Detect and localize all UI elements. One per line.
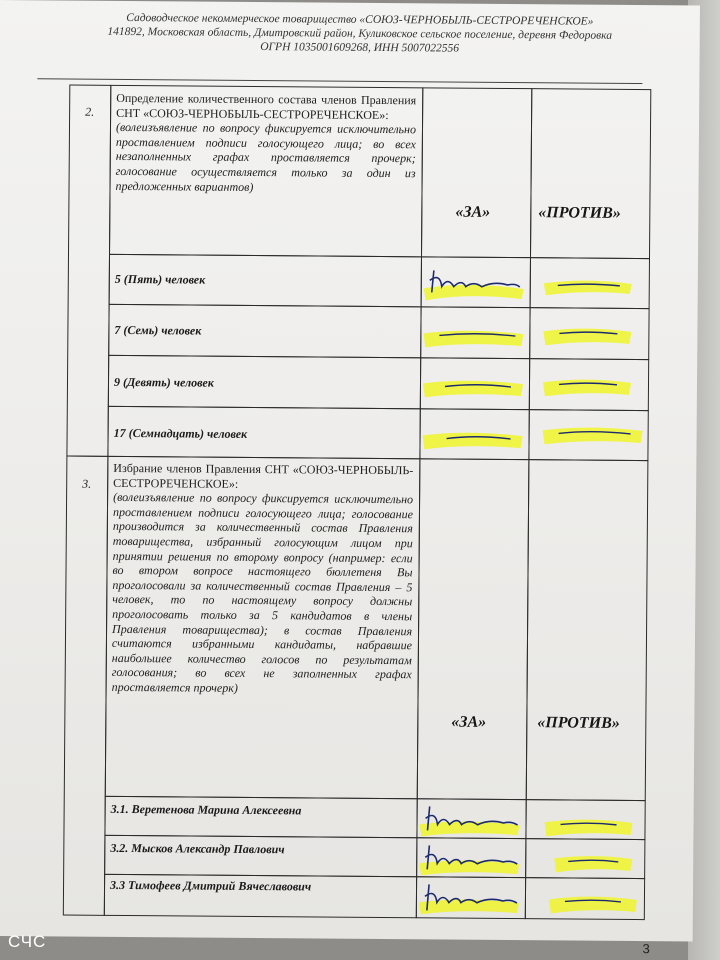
org-address: 141892, Московская область, Дмитровский район, Куликовское сельское поселение, деревня Федоровка bbox=[107, 25, 613, 42]
signature-mark bbox=[413, 839, 529, 878]
signature-mark bbox=[413, 878, 529, 919]
page-number: 3 bbox=[642, 941, 650, 957]
q2-option-label: 7 (Семь) человек bbox=[114, 322, 202, 338]
q2-note: (волеизъявление по вопросу фиксируется исключительно проставлением подписи голосующего лица; во всех незаполненных графах проставляется прочерк; голосование осуществляется только за один из предложенных вариантов) bbox=[115, 120, 417, 194]
q2-against-header: «ПРОТИВ» bbox=[538, 204, 621, 222]
q2-question bbox=[115, 91, 416, 196]
q3-for-header-cell bbox=[417, 458, 530, 800]
q3-candidate-label: 3.3 Тимофеев Дмитрий Вячеславович bbox=[109, 877, 312, 894]
q3-against-header: «ПРОТИВ» bbox=[537, 714, 620, 732]
q3-title: Избрание членов Правления СНТ «СОЮЗ-ЧЕРНОБЫЛЬ-СЕСТРОРЕЧЕНСКОЕ»: bbox=[113, 460, 414, 491]
q3-candidate-label: 3.2. Мысков Александр Павлович bbox=[110, 840, 285, 857]
dash-mark bbox=[548, 850, 638, 879]
q2-number-cell bbox=[66, 85, 111, 457]
dash-mark bbox=[416, 423, 532, 458]
dash-mark bbox=[543, 889, 643, 920]
q3-candidate-label: 3.1. Веретенова Марина Алексеевна bbox=[110, 801, 302, 818]
dash-mark bbox=[536, 418, 648, 453]
watermark-label: СЧС bbox=[8, 932, 47, 951]
dash-mark bbox=[417, 371, 533, 406]
q3-number-cell bbox=[63, 456, 109, 916]
org-name: Садоводческое некоммерческое товарищество «СОЮЗ-ЧЕРНОБЫЛЬ-СЕСТРОРЕЧЕНСКОЕ» bbox=[126, 11, 594, 28]
q3-note: (волеизъявление по вопросу фиксируется исключительно проставлением подписи голосующего лица; голосование производится за количественный состав Правления товарищества, избранный голосующим лицом при принятии решения по второму вопросу (например: если во втором вопросе настоящего бюллетеня Вы проголосовали за количественный состав Правления – 5 человек, то по настоящему вопросу должны проголосовать только за 5 кандидатов в члены Правления товарищества); в состав Правления считаются избранными кандидаты, набравшие наибольшее количество голосов по результатам голосования; во всех не заполненных графах проставляется прочерк) bbox=[111, 490, 414, 695]
org-registration: ОГРН 1035001609268, ИНН 5007022556 bbox=[260, 41, 460, 55]
q2-title: Определение количественного состава членов Правления СНТ «СОЮЗ-ЧЕРНОБЫЛЬ-СЕСТРОРЕЧЕНСКОЕ»: bbox=[116, 90, 417, 122]
header-divider bbox=[37, 78, 642, 84]
q3-question bbox=[112, 461, 414, 697]
q2-option-label: 9 (Девять) человек bbox=[113, 374, 214, 390]
q2-for-header-cell bbox=[421, 87, 532, 258]
q2-number: 2. bbox=[85, 104, 95, 119]
dash-mark bbox=[538, 812, 638, 843]
dash-mark bbox=[537, 319, 637, 354]
signature-mark bbox=[413, 800, 529, 839]
letterhead bbox=[60, 10, 660, 57]
dash-mark bbox=[537, 370, 637, 405]
dash-mark bbox=[417, 321, 533, 356]
q2-option-label: 5 (Пять) человек bbox=[114, 271, 206, 287]
q2-against-header-cell bbox=[530, 88, 651, 259]
q3-number: 3. bbox=[82, 476, 92, 491]
q3-for-header: «ЗА» bbox=[451, 713, 487, 731]
signature-mark bbox=[418, 258, 534, 303]
q2-option-label: 17 (Семнадцать) человек bbox=[113, 425, 248, 441]
q2-for-header: «ЗА» bbox=[455, 203, 491, 221]
q3-against-header-cell bbox=[526, 459, 649, 801]
dash-mark bbox=[538, 269, 638, 304]
